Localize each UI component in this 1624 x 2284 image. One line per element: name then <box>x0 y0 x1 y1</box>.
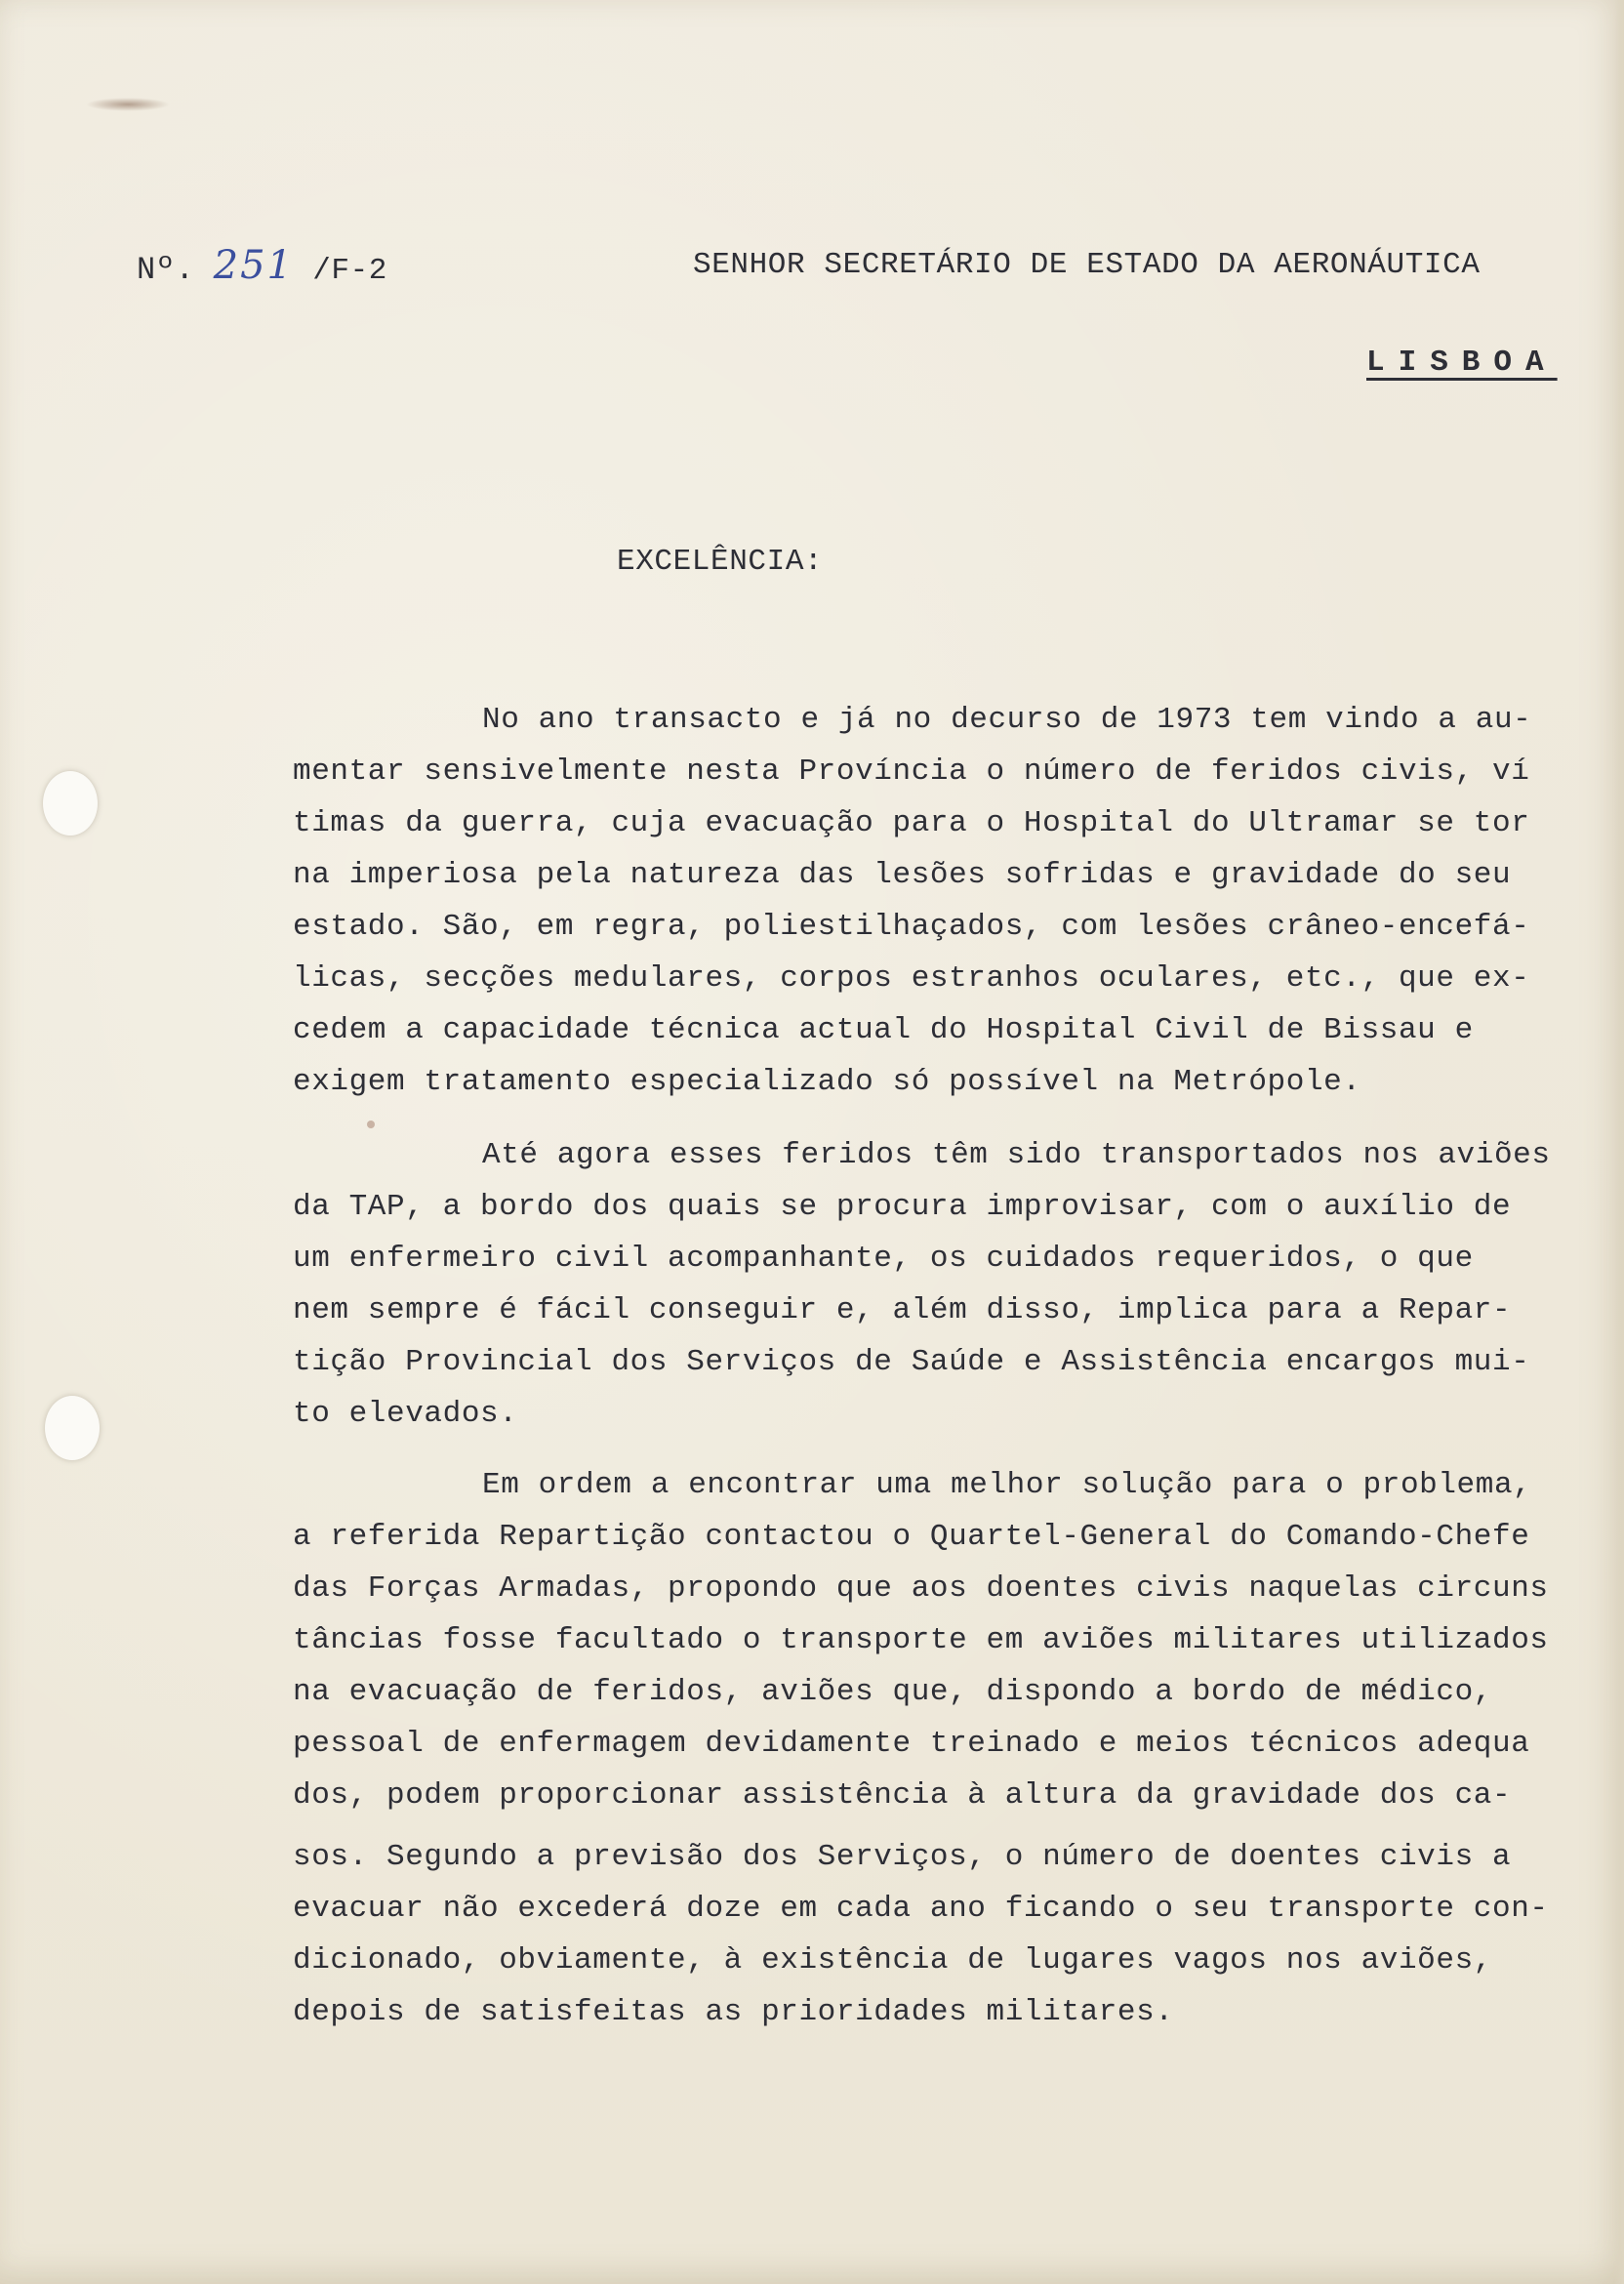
body-line: evacuar não excederá doze em cada ano ficando o seu transporte con- <box>293 1892 1549 1926</box>
reference-number-prefix: Nº. <box>137 252 195 288</box>
addressee: SENHOR SECRETÁRIO DE ESTADO DA AERONÁUTICA <box>693 248 1481 282</box>
body-line: um enfermeiro civil acompanhante, os cuidados requeridos, o que <box>293 1242 1474 1276</box>
punch-hole-top <box>43 771 98 836</box>
body-line: timas da guerra, cuja evacuação para o Hospital do Ultramar se tor <box>293 806 1530 840</box>
body-line: na imperiosa pela natureza das lesões sofridas e gravidade do seu <box>293 858 1512 892</box>
body-line: sos. Segundo a previsão dos Serviços, o número de doentes civis a <box>293 1840 1512 1874</box>
page-edge <box>1614 0 1624 2284</box>
reference-number-suffix: /F-2 <box>312 254 387 288</box>
body-line: exigem tratamento especializado só possível na Metrópole. <box>293 1065 1361 1099</box>
body-line: depois de satisfeitas as prioridades militares. <box>293 1995 1174 2029</box>
reference-number-handwritten: 251 <box>213 243 294 288</box>
body-line: nem sempre é fácil conseguir e, além disso, implica para a Repar- <box>293 1293 1512 1327</box>
body-line: na evacuação de feridos, aviões que, dispondo a bordo de médico, <box>293 1675 1492 1709</box>
body-line: da TAP, a bordo dos quais se procura improvisar, com o auxílio de <box>293 1190 1512 1224</box>
body-line: Em ordem a encontrar uma melhor solução para o problema, <box>482 1468 1532 1502</box>
punch-hole-bottom <box>45 1396 100 1460</box>
body-line: das Forças Armadas, propondo que aos doentes civis naquelas circuns <box>293 1571 1549 1606</box>
ink-smudge <box>86 98 170 111</box>
body-line: to elevados. <box>293 1397 518 1431</box>
body-line: a referida Repartição contactou o Quartel-General do Comando-Chefe <box>293 1520 1530 1554</box>
body-line: estado. São, em regra, poliestilhaçados, com lesões crâneo-encefá- <box>293 910 1530 944</box>
body-line: cedem a capacidade técnica actual do Hospital Civil de Bissau e <box>293 1013 1474 1047</box>
salutation: EXCELÊNCIA: <box>617 545 824 579</box>
body-line: Até agora esses feridos têm sido transportados nos aviões <box>482 1138 1551 1172</box>
paper-speck <box>367 1121 375 1128</box>
body-line: dicionado, obviamente, à existência de lugares vagos nos aviões, <box>293 1943 1492 1978</box>
body-line: dos, podem proporcionar assistência à altura da gravidade dos ca- <box>293 1778 1512 1813</box>
body-line: pessoal de enfermagem devidamente treinado e meios técnicos adequa <box>293 1727 1530 1761</box>
body-line: tição Provincial dos Serviços de Saúde e Assistência encargos mui- <box>293 1345 1530 1379</box>
city: LISBOA <box>1366 346 1558 380</box>
reference-number <box>137 243 387 291</box>
body-line: licas, secções medulares, corpos estranhos oculares, etc., que ex- <box>293 961 1530 996</box>
body-line: No ano transacto e já no decurso de 1973 tem vindo a au- <box>482 703 1532 737</box>
body-line: tâncias fosse facultado o transporte em aviões militares utilizados <box>293 1623 1549 1657</box>
body-line: mentar sensivelmente nesta Província o número de feridos civis, ví <box>293 755 1530 789</box>
